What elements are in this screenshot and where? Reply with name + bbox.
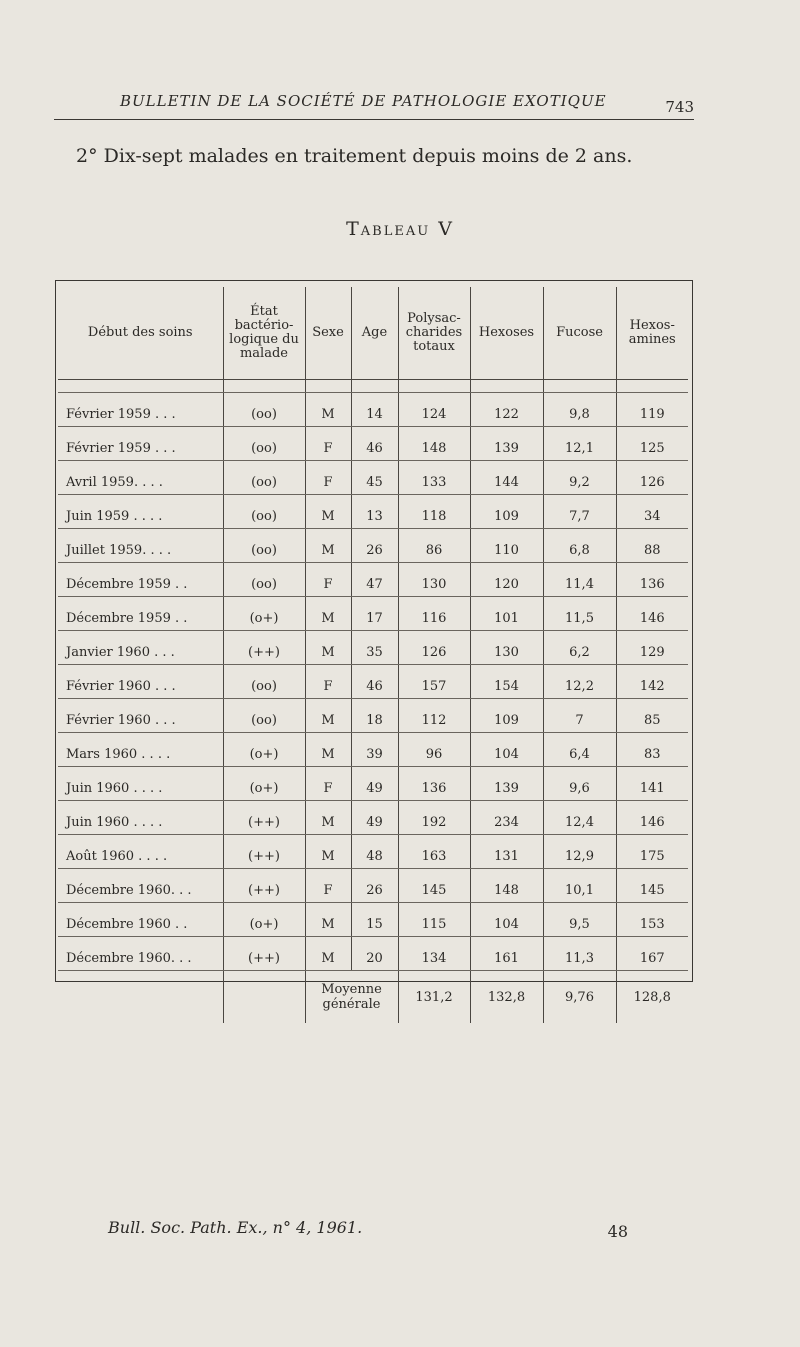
- cell-debut: Février 1959 . . .: [58, 427, 223, 461]
- cell-hexosamines: 136: [616, 563, 688, 597]
- summary-label: Moyenne générale: [305, 971, 398, 1024]
- cell-age: 48: [351, 835, 398, 869]
- cell-polysaccharides: 157: [398, 665, 470, 699]
- cell-sexe: F: [305, 665, 351, 699]
- cell-etat: (++): [223, 869, 305, 903]
- column-header-sexe: Sexe: [305, 287, 351, 380]
- cell-etat: (o+): [223, 903, 305, 937]
- summary-empty-cell: [223, 971, 305, 1024]
- column-header-debut: Début des soins: [58, 287, 223, 380]
- cell-debut: Avril 1959. . . .: [58, 461, 223, 495]
- cell-hexosamines: 88: [616, 529, 688, 563]
- cell-sexe: M: [305, 495, 351, 529]
- cell-debut: Février 1959 . . .: [58, 393, 223, 427]
- cell-age: 39: [351, 733, 398, 767]
- cell-polysaccharides: 136: [398, 767, 470, 801]
- cell-debut: Février 1960 . . .: [58, 665, 223, 699]
- column-header-etat: État bactério-logique du malade: [223, 287, 305, 380]
- table-title: Tableau V: [346, 218, 454, 240]
- cell-hexoses: 130: [470, 631, 543, 665]
- cell-debut: Juillet 1959. . . .: [58, 529, 223, 563]
- cell-etat: (o+): [223, 597, 305, 631]
- cell-polysaccharides: 96: [398, 733, 470, 767]
- cell-etat: (oo): [223, 495, 305, 529]
- cell-age: 35: [351, 631, 398, 665]
- cell-hexosamines: 153: [616, 903, 688, 937]
- cell-etat: (++): [223, 937, 305, 971]
- running-header: [54, 90, 694, 120]
- table-row: [58, 699, 688, 733]
- cell-fucose: 6,2: [543, 631, 616, 665]
- cell-hexoses: 104: [470, 903, 543, 937]
- cell-fucose: 7,7: [543, 495, 616, 529]
- summary-fucose: 9,76: [543, 971, 616, 1024]
- cell-hexoses: 104: [470, 733, 543, 767]
- cell-fucose: 11,3: [543, 937, 616, 971]
- cell-fucose: 9,6: [543, 767, 616, 801]
- cell-sexe: F: [305, 461, 351, 495]
- cell-hexoses: 110: [470, 529, 543, 563]
- cell-etat: (oo): [223, 461, 305, 495]
- table-row: [58, 869, 688, 903]
- cell-polysaccharides: 126: [398, 631, 470, 665]
- cell-age: 49: [351, 767, 398, 801]
- cell-fucose: 12,9: [543, 835, 616, 869]
- column-header-fucose: Fucose: [543, 287, 616, 380]
- summary-row: [58, 971, 688, 1024]
- table-row: [58, 665, 688, 699]
- cell-age: 49: [351, 801, 398, 835]
- cell-etat: (oo): [223, 563, 305, 597]
- cell-age: 18: [351, 699, 398, 733]
- cell-sexe: F: [305, 767, 351, 801]
- cell-etat: (oo): [223, 529, 305, 563]
- summary-hexosamines: 128,8: [616, 971, 688, 1024]
- cell-hexosamines: 83: [616, 733, 688, 767]
- cell-polysaccharides: 116: [398, 597, 470, 631]
- cell-age: 45: [351, 461, 398, 495]
- cell-debut: Février 1960 . . .: [58, 699, 223, 733]
- cell-age: 46: [351, 665, 398, 699]
- cell-hexoses: 131: [470, 835, 543, 869]
- cell-fucose: 12,1: [543, 427, 616, 461]
- cell-hexosamines: 125: [616, 427, 688, 461]
- table-row: [58, 801, 688, 835]
- cell-hexosamines: 167: [616, 937, 688, 971]
- column-header-hexosamines: Hexos-amines: [616, 287, 688, 380]
- cell-fucose: 9,5: [543, 903, 616, 937]
- cell-polysaccharides: 115: [398, 903, 470, 937]
- cell-sexe: M: [305, 699, 351, 733]
- table-row: [58, 835, 688, 869]
- cell-polysaccharides: 134: [398, 937, 470, 971]
- cell-sexe: M: [305, 733, 351, 767]
- table-header-row: [58, 287, 688, 380]
- cell-hexoses: 109: [470, 699, 543, 733]
- cell-hexosamines: 141: [616, 767, 688, 801]
- cell-polysaccharides: 148: [398, 427, 470, 461]
- cell-age: 15: [351, 903, 398, 937]
- table-row: [58, 631, 688, 665]
- cell-fucose: 6,4: [543, 733, 616, 767]
- summary-hexoses: 132,8: [470, 971, 543, 1024]
- data-table: [58, 287, 688, 1023]
- cell-age: 17: [351, 597, 398, 631]
- running-title: BULLETIN DE LA SOCIÉTÉ DE PATHOLOGIE EXOTIQUE: [120, 92, 607, 110]
- cell-hexoses: 120: [470, 563, 543, 597]
- footer-signature-number: 48: [607, 1222, 628, 1241]
- summary-polysaccharides: 131,2: [398, 971, 470, 1024]
- cell-etat: (++): [223, 835, 305, 869]
- intro-line: 2° Dix-sept malades en traitement depuis moins de 2 ans.: [76, 145, 633, 167]
- cell-debut: Juin 1960 . . . .: [58, 767, 223, 801]
- cell-debut: Mars 1960 . . . .: [58, 733, 223, 767]
- cell-etat: (oo): [223, 665, 305, 699]
- cell-fucose: 6,8: [543, 529, 616, 563]
- cell-etat: (o+): [223, 733, 305, 767]
- cell-age: 13: [351, 495, 398, 529]
- cell-hexosamines: 129: [616, 631, 688, 665]
- cell-sexe: F: [305, 563, 351, 597]
- cell-fucose: 9,8: [543, 393, 616, 427]
- summary-empty-cell: [58, 971, 223, 1024]
- table-row: [58, 937, 688, 971]
- cell-sexe: M: [305, 835, 351, 869]
- cell-debut: Décembre 1959 . .: [58, 597, 223, 631]
- cell-polysaccharides: 133: [398, 461, 470, 495]
- cell-hexoses: 139: [470, 427, 543, 461]
- cell-hexosamines: 145: [616, 869, 688, 903]
- table-row: [58, 461, 688, 495]
- cell-debut: Décembre 1960 . .: [58, 903, 223, 937]
- cell-age: 26: [351, 869, 398, 903]
- table-row: [58, 393, 688, 427]
- cell-debut: Décembre 1959 . .: [58, 563, 223, 597]
- cell-hexosamines: 126: [616, 461, 688, 495]
- table-body: [58, 380, 688, 971]
- header-rule: [54, 119, 694, 120]
- table-row: [58, 563, 688, 597]
- column-header-age: Age: [351, 287, 398, 380]
- table-row: [58, 495, 688, 529]
- cell-sexe: M: [305, 903, 351, 937]
- cell-etat: (oo): [223, 427, 305, 461]
- cell-hexoses: 154: [470, 665, 543, 699]
- cell-fucose: 7: [543, 699, 616, 733]
- cell-hexosamines: 34: [616, 495, 688, 529]
- cell-debut: Août 1960 . . . .: [58, 835, 223, 869]
- cell-polysaccharides: 112: [398, 699, 470, 733]
- cell-debut: Janvier 1960 . . .: [58, 631, 223, 665]
- cell-hexosamines: 146: [616, 801, 688, 835]
- cell-polysaccharides: 192: [398, 801, 470, 835]
- cell-etat: (oo): [223, 393, 305, 427]
- cell-sexe: M: [305, 597, 351, 631]
- footer-citation: Bull. Soc. Path. Ex., n° 4, 1961.: [108, 1218, 363, 1237]
- cell-hexosamines: 142: [616, 665, 688, 699]
- cell-hexosamines: 146: [616, 597, 688, 631]
- cell-hexosamines: 85: [616, 699, 688, 733]
- cell-polysaccharides: 145: [398, 869, 470, 903]
- column-header-polysaccharides: Polysac-charides totaux: [398, 287, 470, 380]
- cell-age: 26: [351, 529, 398, 563]
- table-row: [58, 903, 688, 937]
- cell-debut: Décembre 1960. . .: [58, 937, 223, 971]
- cell-fucose: 10,1: [543, 869, 616, 903]
- table-row: [58, 597, 688, 631]
- cell-etat: (o+): [223, 767, 305, 801]
- cell-etat: (oo): [223, 699, 305, 733]
- cell-sexe: M: [305, 631, 351, 665]
- spacer-row: [58, 380, 688, 393]
- cell-fucose: 9,2: [543, 461, 616, 495]
- table-row: [58, 733, 688, 767]
- cell-sexe: F: [305, 869, 351, 903]
- page-number: 743: [665, 98, 694, 116]
- cell-age: 47: [351, 563, 398, 597]
- cell-fucose: 11,5: [543, 597, 616, 631]
- cell-age: 46: [351, 427, 398, 461]
- page-footer: [108, 1218, 628, 1241]
- cell-fucose: 12,2: [543, 665, 616, 699]
- cell-etat: (++): [223, 801, 305, 835]
- cell-fucose: 11,4: [543, 563, 616, 597]
- cell-sexe: M: [305, 937, 351, 971]
- cell-sexe: M: [305, 529, 351, 563]
- cell-polysaccharides: 163: [398, 835, 470, 869]
- cell-debut: Décembre 1960. . .: [58, 869, 223, 903]
- cell-age: 14: [351, 393, 398, 427]
- cell-hexoses: 122: [470, 393, 543, 427]
- cell-debut: Juin 1959 . . . .: [58, 495, 223, 529]
- cell-polysaccharides: 118: [398, 495, 470, 529]
- cell-hexoses: 144: [470, 461, 543, 495]
- cell-hexoses: 139: [470, 767, 543, 801]
- cell-polysaccharides: 124: [398, 393, 470, 427]
- cell-polysaccharides: 86: [398, 529, 470, 563]
- table-row: [58, 529, 688, 563]
- cell-hexoses: 161: [470, 937, 543, 971]
- cell-polysaccharides: 130: [398, 563, 470, 597]
- column-header-hexoses: Hexoses: [470, 287, 543, 380]
- cell-hexoses: 148: [470, 869, 543, 903]
- cell-debut: Juin 1960 . . . .: [58, 801, 223, 835]
- cell-sexe: M: [305, 393, 351, 427]
- cell-fucose: 12,4: [543, 801, 616, 835]
- cell-hexoses: 109: [470, 495, 543, 529]
- table-row: [58, 427, 688, 461]
- cell-sexe: F: [305, 427, 351, 461]
- table-row: [58, 767, 688, 801]
- cell-hexosamines: 119: [616, 393, 688, 427]
- cell-hexosamines: 175: [616, 835, 688, 869]
- cell-etat: (++): [223, 631, 305, 665]
- cell-hexoses: 234: [470, 801, 543, 835]
- cell-sexe: M: [305, 801, 351, 835]
- cell-hexoses: 101: [470, 597, 543, 631]
- cell-age: 20: [351, 937, 398, 971]
